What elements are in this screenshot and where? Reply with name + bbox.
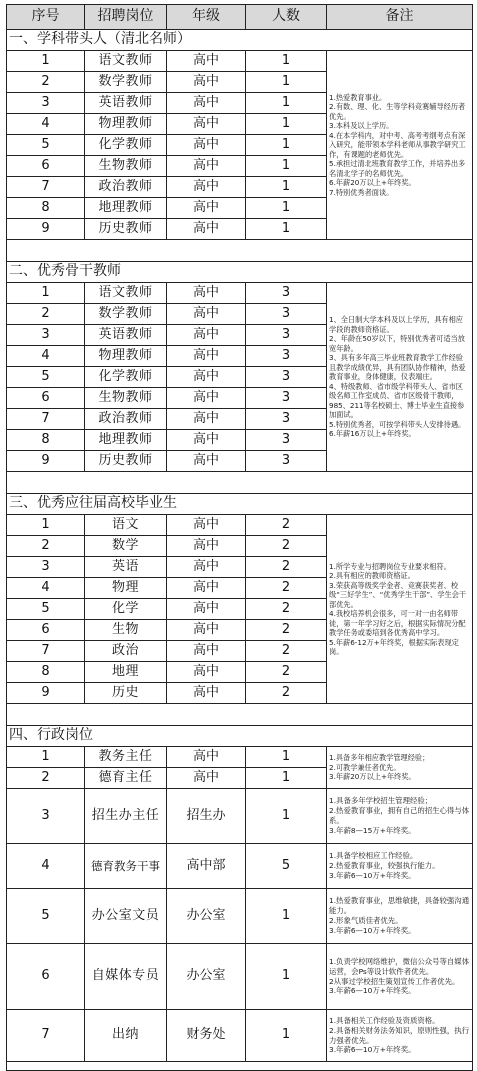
cell-grade: 高中 — [167, 578, 246, 599]
cell-count: 2 — [246, 515, 327, 536]
cell-count: 2 — [246, 620, 327, 641]
cell-count: 2 — [246, 662, 327, 683]
cell-grade: 高中 — [167, 72, 246, 93]
cell-count: 3 — [246, 388, 327, 409]
cell-no: 4 — [7, 844, 85, 889]
cell-grade: 高中 — [167, 515, 246, 536]
cell-remarks: 1.具备多年学校招生管理经验； 2.热爱教育事业，拥有自己的招生心得与体系。 3.年薪8—15万+年终奖。 — [327, 789, 473, 844]
section-title-row — [7, 726, 473, 747]
cell-remarks: 1.热爱教育事业，思维敏捷，具备较强沟通能力。 2.形象气质佳者优先。 3.年薪6—10万+年终奖。 — [327, 889, 473, 944]
cell-count: 3 — [246, 283, 327, 304]
cell-no: 3 — [7, 325, 85, 346]
cell-grade: 高中 — [167, 409, 246, 430]
cell-position: 教务主任 — [85, 747, 167, 768]
cell-count: 1 — [246, 789, 327, 844]
cell-remarks: 1.具备多年相应教学管理经验； 2.可教学兼任者优先。 3.年薪20万以上+年终奖。 — [327, 747, 473, 789]
cell-count: 3 — [246, 430, 327, 451]
cell-grade: 高中 — [167, 451, 246, 472]
blank-cell — [7, 240, 473, 262]
cell-count: 1 — [246, 135, 327, 156]
section-title: 一、学科带头人（清北名师） — [7, 30, 473, 51]
cell-no: 6 — [7, 944, 85, 1010]
section-title-row — [7, 262, 473, 283]
cell-grade: 高中 — [167, 51, 246, 72]
cell-count: 1 — [246, 747, 327, 768]
cell-count: 3 — [246, 346, 327, 367]
cell-no: 8 — [7, 662, 85, 683]
cell-no: 8 — [7, 430, 85, 451]
cell-position: 德育主任 — [85, 768, 167, 789]
cell-no: 9 — [7, 683, 85, 704]
table-row — [7, 844, 473, 889]
cell-position: 招生办主任 — [85, 789, 167, 844]
cell-position: 语文 — [85, 515, 167, 536]
cell-position: 生物教师 — [85, 388, 167, 409]
cell-grade: 高中 — [167, 599, 246, 620]
header-grade: 年级 — [167, 5, 246, 30]
section-title-row — [7, 494, 473, 515]
cell-position: 化学教师 — [85, 135, 167, 156]
cell-remarks: 1.具备相关工作经验及资质资格。 2.具备相关财务法务知识，原则性强，执行力强者优先。 3.年薪6—10万+年终奖。 — [327, 1010, 473, 1062]
cell-grade: 招生办 — [167, 789, 246, 844]
cell-grade: 高中 — [167, 388, 246, 409]
cell-no: 2 — [7, 536, 85, 557]
cell-count: 1 — [246, 72, 327, 93]
cell-count: 2 — [246, 536, 327, 557]
cell-position: 数学教师 — [85, 72, 167, 93]
cell-no: 6 — [7, 620, 85, 641]
blank-cell — [7, 472, 473, 494]
cell-grade: 办公室 — [167, 944, 246, 1010]
cell-no: 9 — [7, 451, 85, 472]
cell-count: 3 — [246, 451, 327, 472]
table-row — [7, 51, 473, 72]
cell-position: 物理教师 — [85, 346, 167, 367]
cell-no: 4 — [7, 114, 85, 135]
cell-position: 历史教师 — [85, 219, 167, 240]
cell-grade: 高中 — [167, 620, 246, 641]
cell-grade: 高中 — [167, 367, 246, 388]
cell-count: 2 — [246, 599, 327, 620]
cell-position: 数学教师 — [85, 304, 167, 325]
header-position: 招聘岗位 — [85, 5, 167, 30]
cell-count: 5 — [246, 844, 327, 889]
cell-remarks: 1.具备学校相应工作经验。 2.热爱教育事业，较强执行能力。 3.年薪6—10万+年终奖。 — [327, 844, 473, 889]
cell-position: 数学 — [85, 536, 167, 557]
cell-no: 9 — [7, 219, 85, 240]
cell-count: 3 — [246, 367, 327, 388]
cell-position: 物理教师 — [85, 114, 167, 135]
cell-grade: 高中 — [167, 177, 246, 198]
cell-position: 自媒体专员 — [85, 944, 167, 1010]
cell-count: 2 — [246, 578, 327, 599]
cell-position: 英语教师 — [85, 93, 167, 114]
cell-grade: 高中 — [167, 662, 246, 683]
cell-no: 5 — [7, 889, 85, 944]
cell-position: 政治教师 — [85, 409, 167, 430]
cell-no: 6 — [7, 388, 85, 409]
cell-position: 地理教师 — [85, 430, 167, 451]
cell-no: 2 — [7, 72, 85, 93]
cell-position: 语文教师 — [85, 51, 167, 72]
header-count: 人数 — [246, 5, 327, 30]
cell-no: 1 — [7, 51, 85, 72]
cell-no: 1 — [7, 283, 85, 304]
cell-position: 政治教师 — [85, 177, 167, 198]
cell-position: 出纳 — [85, 1010, 167, 1062]
cell-no: 1 — [7, 747, 85, 768]
cell-no: 3 — [7, 557, 85, 578]
cell-position: 物理 — [85, 578, 167, 599]
section-title: 二、优秀骨干教师 — [7, 262, 473, 283]
cell-grade: 高中 — [167, 641, 246, 662]
cell-count: 1 — [246, 156, 327, 177]
cell-grade: 高中 — [167, 304, 246, 325]
section-title-row — [7, 30, 473, 51]
blank-cell — [7, 704, 473, 726]
cell-no: 7 — [7, 641, 85, 662]
cell-count: 1 — [246, 93, 327, 114]
table-row — [7, 789, 473, 844]
cell-position: 历史教师 — [85, 451, 167, 472]
blank-cell — [7, 1062, 473, 1071]
cell-no: 6 — [7, 156, 85, 177]
cell-count: 1 — [246, 198, 327, 219]
cell-no: 2 — [7, 304, 85, 325]
cell-no: 5 — [7, 135, 85, 156]
cell-position: 地理教师 — [85, 198, 167, 219]
cell-grade: 高中 — [167, 430, 246, 451]
cell-count: 3 — [246, 325, 327, 346]
cell-position: 生物教师 — [85, 156, 167, 177]
cell-count: 1 — [246, 1010, 327, 1062]
cell-grade: 高中 — [167, 683, 246, 704]
table-row — [7, 1010, 473, 1062]
cell-grade: 财务处 — [167, 1010, 246, 1062]
cell-grade: 高中 — [167, 768, 246, 789]
table-row — [7, 944, 473, 1010]
section-title: 三、优秀应往届高校毕业生 — [7, 494, 473, 515]
cell-position: 化学 — [85, 599, 167, 620]
cell-position: 化学教师 — [85, 367, 167, 388]
cell-count: 2 — [246, 641, 327, 662]
table — [6, 4, 473, 1071]
spacer-row — [7, 704, 473, 726]
cell-no: 7 — [7, 1010, 85, 1062]
cell-grade: 高中 — [167, 325, 246, 346]
cell-remarks: 1.热爱教育事业。 2.有数、理、化、生等学科竞赛辅导经历者优先。 3.本科及以上学历。 4.在本学科内，对中考、高考考纲考点有深入研究，能带领本学科老师从事教学研究工作，有课题的老师优先。 5.承担过清北班教育教学工作，并培养出多名清北学子的名师优先。 6.年薪20万以上+年终奖。 7.特别优秀者面谈。 — [327, 51, 473, 240]
header-row — [7, 5, 473, 30]
cell-count: 1 — [246, 219, 327, 240]
cell-remarks: 1.所学专业与招聘岗位专业要求相符。 2.具有相应的教师资格证。 3.荣获高等级奖学金者、竞赛获奖者、校级“三好学生”、“优秀学生干部”、学生会干部优先。 4.我校培养机会很多，可一对一由名师带徒，第一年学习好之后，根据实际情况分配教学任务或委培到各优秀高中学习。 5.年薪6-12万+年终奖，根据实际表现定岗。 — [327, 515, 473, 704]
cell-no: 7 — [7, 409, 85, 430]
cell-grade: 高中 — [167, 557, 246, 578]
cell-no: 4 — [7, 346, 85, 367]
table-row — [7, 283, 473, 304]
cell-count: 1 — [246, 177, 327, 198]
cell-position: 历史 — [85, 683, 167, 704]
cell-grade: 高中 — [167, 346, 246, 367]
cell-count: 1 — [246, 889, 327, 944]
cell-no: 5 — [7, 599, 85, 620]
recruitment-table — [6, 4, 472, 1071]
cell-position: 德育教务干事 — [85, 844, 167, 889]
cell-position: 生物 — [85, 620, 167, 641]
cell-position: 地理 — [85, 662, 167, 683]
cell-no: 2 — [7, 768, 85, 789]
cell-grade: 办公室 — [167, 889, 246, 944]
cell-count: 1 — [246, 114, 327, 135]
cell-no: 7 — [7, 177, 85, 198]
cell-grade: 高中 — [167, 135, 246, 156]
cell-grade: 高中 — [167, 283, 246, 304]
cell-position: 办公室文员 — [85, 889, 167, 944]
header-no: 序号 — [7, 5, 85, 30]
cell-no: 1 — [7, 515, 85, 536]
cell-position: 英语 — [85, 557, 167, 578]
cell-grade: 高中 — [167, 219, 246, 240]
cell-no: 5 — [7, 367, 85, 388]
cell-count: 1 — [246, 768, 327, 789]
cell-remarks: 1.负责学校网络维护，微信公众号等自媒体运营，会Ps等设计软件者优先。 2从事过学校招生策划宣传工作者优先。 3.年薪6—10万+年终奖。 — [327, 944, 473, 1010]
section-title: 四、行政岗位 — [7, 726, 473, 747]
cell-grade: 高中部 — [167, 844, 246, 889]
cell-grade: 高中 — [167, 536, 246, 557]
spacer-row — [7, 240, 473, 262]
cell-count: 2 — [246, 683, 327, 704]
cell-remarks: 1、全日制大学本科及以上学历，具有相应学段的教师资格证。 2、年龄在50岁以下，特别优秀者可适当放宽年龄。 3、具有多年高三毕业班教育教学工作经验且教学成绩优异，具有团队协作精神，热爱教育事业，身体健康，仪表端庄。 4、特级教师、省市级学科带头人、省市区级名师工作室成员、省市区级骨干教师，985、211等名校硕士、博士毕业生直接参加面试。 5.特别优秀者，可按学科带头人安排待遇。 6.年薪16万以上+年终奖。 — [327, 283, 473, 472]
table-row — [7, 515, 473, 536]
cell-grade: 高中 — [167, 156, 246, 177]
cell-grade: 高中 — [167, 747, 246, 768]
cell-position: 语文教师 — [85, 283, 167, 304]
table-row — [7, 747, 473, 768]
cell-grade: 高中 — [167, 114, 246, 135]
cell-position: 英语教师 — [85, 325, 167, 346]
cell-count: 1 — [246, 51, 327, 72]
cell-no: 3 — [7, 789, 85, 844]
spacer-row — [7, 472, 473, 494]
cell-grade: 高中 — [167, 93, 246, 114]
cell-no: 4 — [7, 578, 85, 599]
cell-count: 3 — [246, 409, 327, 430]
spacer-row — [7, 1062, 473, 1071]
header-remarks: 备注 — [327, 5, 473, 30]
cell-grade: 高中 — [167, 198, 246, 219]
cell-no: 8 — [7, 198, 85, 219]
cell-count: 2 — [246, 557, 327, 578]
cell-no: 3 — [7, 93, 85, 114]
cell-count: 3 — [246, 304, 327, 325]
cell-count: 1 — [246, 944, 327, 1010]
table-row — [7, 889, 473, 944]
cell-position: 政治 — [85, 641, 167, 662]
